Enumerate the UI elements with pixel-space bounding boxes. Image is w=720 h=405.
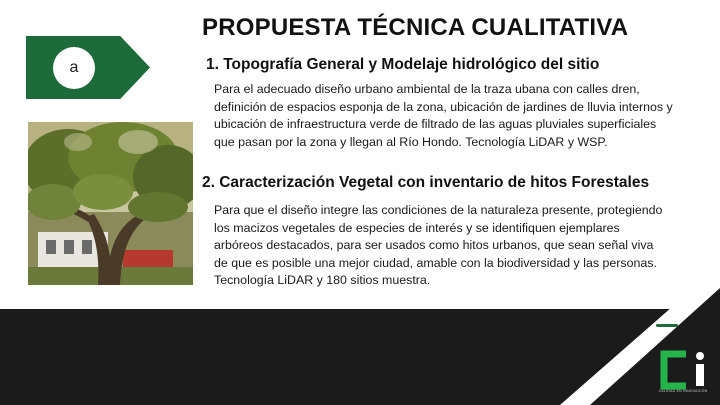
logo-mark-icon [656, 350, 710, 390]
section-badge: a [53, 47, 95, 89]
section-2-body: Para que el diseño integre las condiciones de la naturaleza presente, protegiendo los macizos vegetales de especies de interés y se identifiquen ejemplares arbóreos destacados, para ser usados como hitos urbanos, que sean señal viva de que es posible una mejor ciudad, amable con la biodiversidad y las personas. Tecnología LiDAR y 180 sitios muestra. [214, 203, 663, 288]
section-1-heading: 1. Topografía General y Modelaje hidrológico del sitio [206, 56, 600, 73]
section-2-heading: 2. Caracterización Vegetal con inventario de hitos Forestales [202, 174, 650, 191]
logo-tagline: CALIDAD EN INNOVACIÓN [658, 389, 708, 393]
tree-photo [28, 122, 193, 285]
section-1-body: Para el adecuado diseño urbano ambiental de la traza ubana con calles dren, definición de espacios esponja de la zona, ubicación de jardines de lluvia internos y ubicación de infraestructura verde de filtrado de las aguas pluviales superficiales que pasan por la zona y llegan al Río Hondo. Tecnología LiDAR y WSP. [214, 82, 673, 149]
slide-title: PROPUESTA TÉCNICA CUALITATIVA [202, 14, 629, 41]
tree-photo-image [28, 122, 193, 285]
corner-accent-line [656, 324, 678, 327]
